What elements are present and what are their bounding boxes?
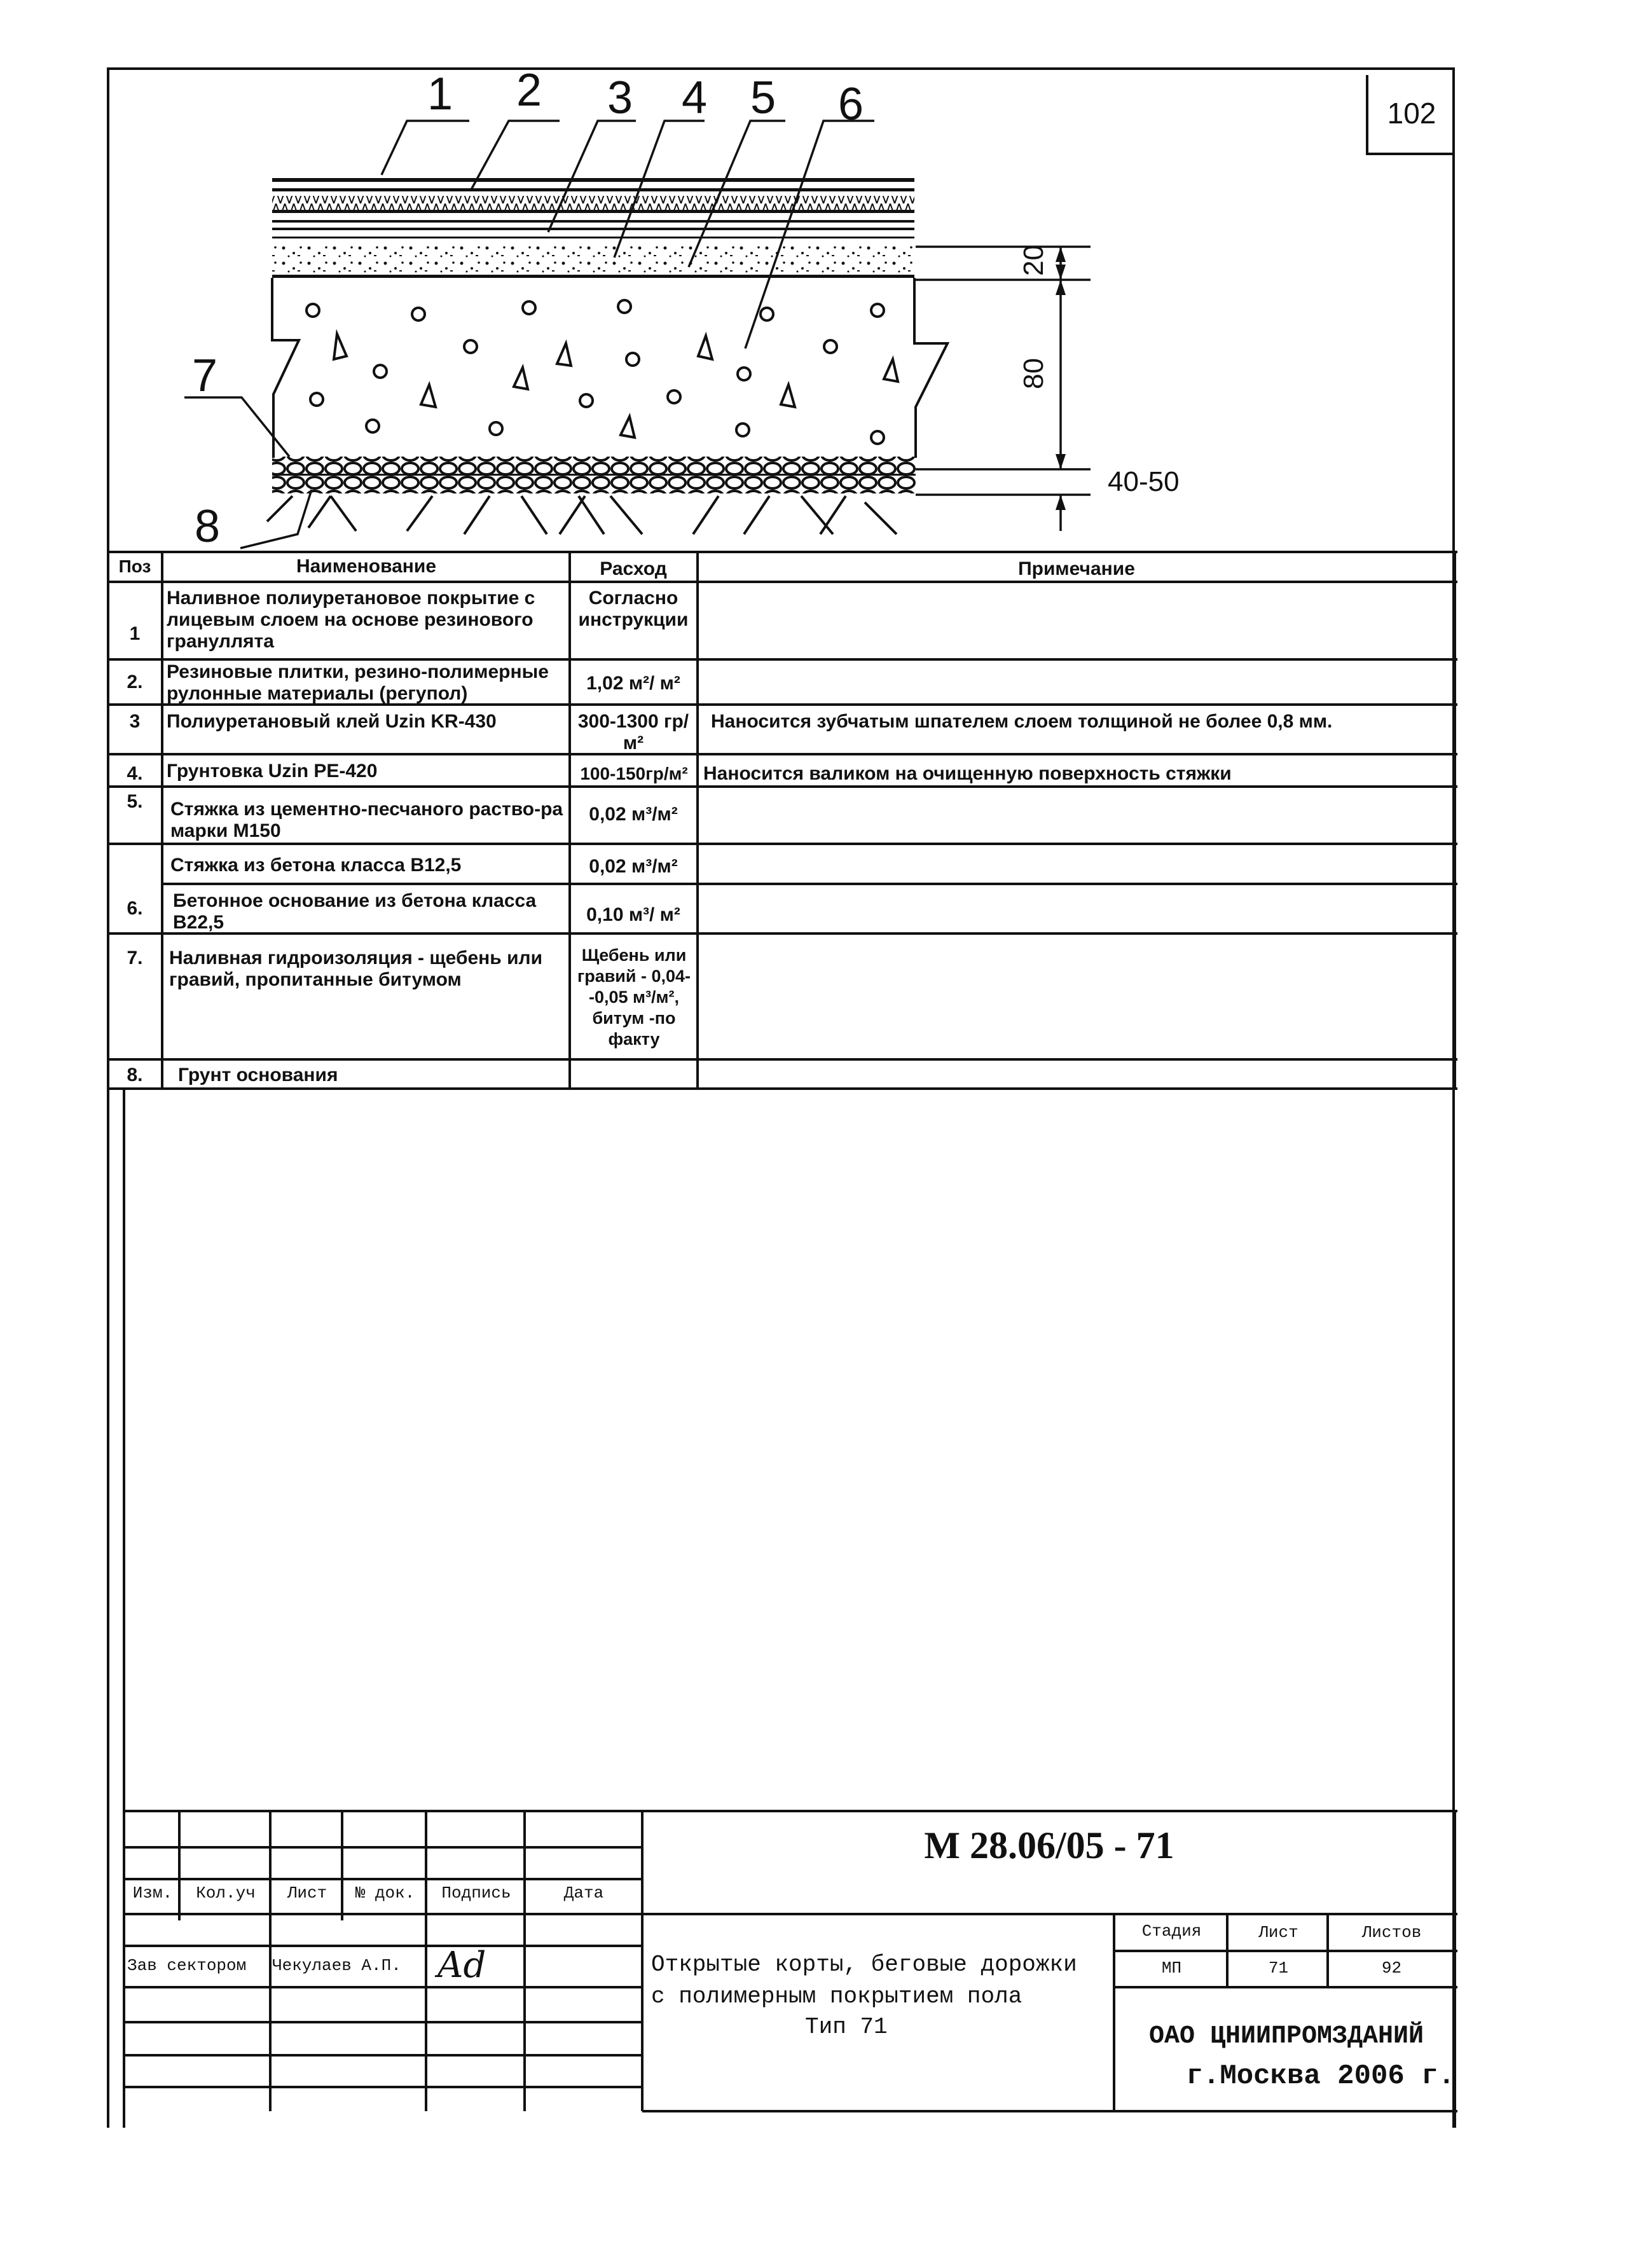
- stage-value: МП: [1161, 1959, 1182, 1978]
- dim-20: 20: [1018, 245, 1049, 276]
- row-2-usage: 1,02 м²/ м²: [586, 673, 680, 694]
- col-header-count: Кол.уч: [196, 1884, 256, 1903]
- city-year: г.Москва 2006 г.: [1186, 2060, 1455, 2092]
- row-8-pos: 8.: [127, 1064, 143, 1085]
- row-4-usage: 100-150гр/м²: [580, 764, 688, 783]
- sheet-value: 71: [1268, 1959, 1289, 1978]
- row-6-pos: 6.: [127, 898, 143, 919]
- row-4-note: Наносится валиком на очищенную поверхность стяжки: [703, 763, 1232, 784]
- dim-40-50: 40-50: [1108, 466, 1180, 497]
- row-2-name: Резиновые плитки, резино-полимерные рулонные материалы (регупол): [167, 661, 549, 704]
- row-3-usage: 300-1300 гр/м²: [577, 711, 689, 754]
- col-header-signature: Подпись: [441, 1884, 511, 1903]
- stage-label: Стадия: [1141, 1922, 1202, 1941]
- row-5-name: Стяжка из цементно-песчаного раство-ра марки М150: [170, 799, 563, 841]
- row-1-pos: 1: [129, 623, 141, 644]
- callout-7: 7: [192, 350, 218, 401]
- callout-5: 5: [750, 72, 776, 123]
- row-5-pos: 5.: [127, 791, 143, 812]
- signature: Ad: [437, 1945, 486, 1986]
- row-7-usage: Щебень или гравий - 0,04--0,05 м³/м², битум -по факту: [577, 946, 691, 1049]
- header-pos: Поз: [118, 556, 151, 576]
- col-header-date: Дата: [563, 1884, 604, 1903]
- row-1-usage: Согласно инструкции: [578, 588, 689, 630]
- row-6-name: Бетонное основание из бетона класса В22,5: [173, 890, 537, 933]
- row-6-usage: 0,10 м³/ м²: [586, 904, 680, 925]
- row-3-name: Полиуретановый клей Uzin KR-430: [167, 711, 497, 732]
- row-5b-name: Стяжка из бетона класса В12,5: [170, 855, 462, 876]
- col-header-change: Изм.: [132, 1884, 173, 1903]
- row-7-name: Наливная гидроизоляция - щебень или гравий, пропитанные битумом: [169, 947, 543, 990]
- organization: ОАО ЦНИИПРОМЗДАНИЙ: [1148, 2022, 1424, 2051]
- row-4-name: Грунтовка Uzin PE-420: [167, 761, 378, 782]
- sheet-number: 102: [1366, 75, 1455, 155]
- header-note: Примечание: [1018, 558, 1135, 579]
- col-header-doc: № док.: [355, 1884, 415, 1903]
- title-line-3: Тип 71: [805, 2014, 888, 2040]
- row-3-pos: 3: [129, 711, 141, 732]
- row-5b-usage: 0,02 м³/м²: [589, 856, 678, 877]
- callout-2: 2: [516, 65, 542, 116]
- callout-1: 1: [427, 69, 453, 120]
- header-name: Наименование: [296, 556, 437, 577]
- row-2-pos: 2.: [127, 672, 143, 692]
- title-line-1: Открытые корты, беговые дорожки: [651, 1952, 1077, 1978]
- header-usage: Расход: [600, 558, 667, 579]
- row-1-name: Наливное полиуретановое покрытие с лицевым слоем на основе резинового грануллята: [167, 588, 535, 652]
- callout-4: 4: [682, 72, 708, 123]
- row-7-pos: 7.: [127, 947, 143, 968]
- role-label: Зав сектором: [127, 1956, 247, 1975]
- title-line-2: с полимерным покрытием пола: [651, 1983, 1022, 2009]
- row-3-note: Наносится зубчатым шпателем слоем толщиной не более 0,8 мм.: [711, 711, 1333, 732]
- callout-6: 6: [838, 79, 864, 130]
- callout-8: 8: [195, 501, 221, 552]
- sheet-label: Лист: [1258, 1923, 1298, 1942]
- row-5-usage: 0,02 м³/м²: [589, 804, 678, 825]
- document-code: М 28.06/05 - 71: [924, 1824, 1174, 1866]
- col-header-sheet: Лист: [287, 1884, 327, 1903]
- sheets-value: 92: [1381, 1959, 1402, 1978]
- sheets-label: Листов: [1361, 1923, 1422, 1942]
- dim-80: 80: [1018, 358, 1049, 389]
- callout-3: 3: [607, 72, 633, 123]
- row-8-name: Грунт основания: [178, 1064, 338, 1085]
- person-name: Чекулаев А.П.: [272, 1956, 401, 1975]
- row-4-pos: 4.: [127, 763, 143, 784]
